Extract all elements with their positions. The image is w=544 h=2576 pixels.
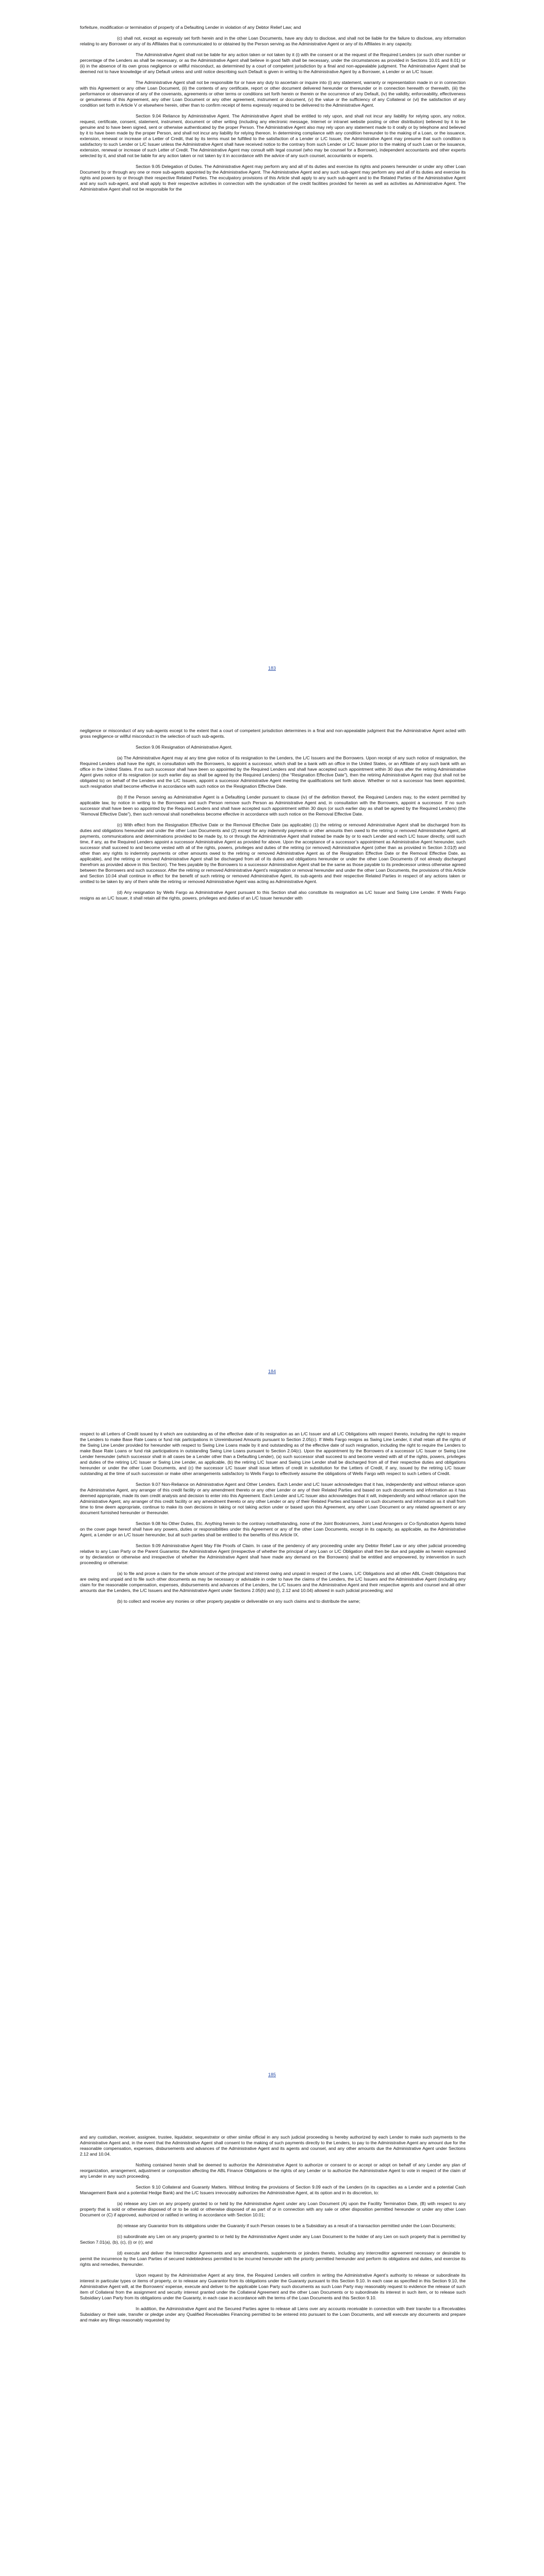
page-body bbox=[80, 25, 466, 197]
paragraph: Upon request by the Administrative Agent at any time, the Required Lenders will confirm in writing the Administrative Agent’s authority to release or subordinate its interest in particular types or items of property, or to release any Guarantor from its obligations under the Guaranty pursuant to this Section 9.10. In each case as specified in this Section 9.10, the Administrative Agent will, at the Borrowers’ expense, execute and deliver to the applicable Loan Party such documents as such Loan Party may reasonably request to evidence the release of such item of Collateral from the assignment and security interest granted under the Collateral Agreement and the other Loan Documents or to subordinate its interest in such item, or to release such Subsidiary Loan Party from its obligations under the Guaranty, in each case in accordance with the terms of the Loan Documents and this Section 9.10. bbox=[80, 2273, 466, 2300]
paragraph: Nothing contained herein shall be deemed to authorize the Administrative Agent to authorize or consent to or accept or adopt on behalf of any Lender any plan of reorganization, arrangement, adjustment or composition affecting the ABL Finance Obligations or the rights of any Lender or to authorize the Administrative Agent to vote in respect of the claim of any Lender in any such proceeding. bbox=[80, 2162, 466, 2179]
paragraph: The Administrative Agent shall not be liable for any action taken or not taken by it (i) with the consent or at the request of the Required Lenders (or such other number or percentage of the Lenders as shall be necessary, or as the Administrative Agent shall believe in good faith shall be necessary, under the circumstances as provided in Sections 10.01 and 8.01) or (ii) in the absence of its own gross negligence or willful misconduct, as determined by a court of competent jurisdiction by a final and non-appealable judgment. The Administrative Agent shall be deemed not to have knowledge of any Default unless and until notice describing such Default is given in writing to the Administrative Agent by a Borrower, a Lender or an L/C Issuer. bbox=[80, 52, 466, 74]
paragraph: (d) Any resignation by Wells Fargo as Administrative Agent pursuant to this Section shall also constitute its resignation as L/C Issuer and Swing Line Lender. If Wells Fargo resigns as an L/C Issuer, it shall retain all the rights, powers, privileges and duties of an L/C Issuer hereunder with bbox=[80, 890, 466, 901]
page-number[interactable]: 185 bbox=[268, 2072, 276, 2077]
section-heading: Section 9.06 Resignation of Administrative Agent. bbox=[136, 744, 233, 750]
page-body bbox=[80, 1431, 466, 1609]
page-number[interactable]: 183 bbox=[268, 666, 276, 671]
page-body bbox=[80, 728, 466, 906]
section-paragraph: Section 9.04 Reliance by Administrative Agent. The Administrative Agent shall be entitled to rely upon, and shall not incur any liability for relying upon, any notice, request, certificate, consent, statement, instrument, document or other writing (including any electronic message, Internet or intranet website posting or other distribution) believed by it to be genuine and to have been signed, sent or otherwise authenticated by the proper Person. The Administrative Agent also may rely upon any statement made to it orally or by telephone and believed by it to have been made by the proper Person, and shall not incur any liability for relying thereon. In determining compliance with any condition hereunder to the making of a Loan, or the issuance, extension, renewal or increase of a Letter of Credit, that by its terms must be fulfilled to the satisfaction of a Lender or L/C Issuer, the Administrative Agent may presume that such condition is satisfactory to such Lender or L/C Issuer unless the Administrative Agent shall have received notice to the contrary from such Lender or L/C Issuer prior to the making of such Loan or the issuance, extension, renewal or increase of such Letter of Credit. The Administrative Agent may consult with legal counsel (who may be counsel for a Borrower), independent accountants and other experts selected by it, and shall not be liable for any action taken or not taken by it in accordance with the advice of any such counsel, accountants or experts. bbox=[80, 113, 466, 158]
paragraph: In addition, the Administrative Agent and the Secured Parties agree to release all Liens over any accounts receivable in connection with their transfer to a Receivables Subsidiary or their sale, transfer or pledge under any Qualified Receivables Financing permitted to be entered into pursuant to the Loan Documents, and will execute any documents and prepare and make any filings reasonably requested by bbox=[80, 2306, 466, 2323]
paragraph: (a) to file and prove a claim for the whole amount of the principal and interest owing and unpaid in respect of the Loans, L/C Obligations and all other ABL Credit Obligations that are owing and unpaid and to file such other documents as may be necessary or advisable in order to have the claims of the Lenders, the L/C Issuers and the Administrative Agent (including any claim for the reasonable compensation, expenses, disbursements and advances of the Lenders, the L/C Issuers and the Administrative Agent and their respective agents and counsel and all other amounts due the Lenders, the L/C Issuers and the Administrative Agent under Sections 2.05(h) and (i), 2.12 and 10.04) allowed in such judicial proceeding; and bbox=[80, 1571, 466, 1593]
document-page bbox=[0, 2110, 544, 2576]
paragraph: (b) to collect and receive any monies or other property payable or deliverable on any such claims and to distribute the same; bbox=[117, 1599, 360, 1604]
paragraph: (a) release any Lien on any property granted to or held by the Administrative Agent under any Loan Document (A) upon the Facility Termination Date, (B) with respect to any property that is sold or otherwise disposed of or to be sold or otherwise disposed of as part of or in connection with any sale or other disposition permitted hereunder or under any other Loan Document or (C) if approved, authorized or ratified in writing in accordance with Section 10.01; bbox=[80, 2201, 466, 2217]
paragraph: negligence or misconduct of any sub-agents except to the extent that a court of competent jurisdiction determines in a final and non-appealable judgment that the Administrative Agent acted with gross negligence or willful misconduct in the selection of such sub-agents. bbox=[80, 728, 466, 739]
document-page bbox=[0, 703, 544, 1406]
paragraph: The Administrative Agent shall not be responsible for or have any duty to ascertain or inquire into (i) any statement, warranty or representation made in or in connection with this Agreement or any other Loan Document, (ii) the contents of any certificate, report or other document delivered hereunder or thereunder or in connection herewith or therewith, (iii) the performance or observance of any of the covenants, agreements or other terms or conditions set forth herein or therein or the occurrence of any Default, (iv) the validity, enforceability, effectiveness or genuineness of this Agreement, any other Loan Document or any other agreement, instrument or document, (v) the value or the sufficiency of any Collateral or (vi) the satisfaction of any condition set forth in Article V or elsewhere herein, other than to confirm receipt of items expressly required to be delivered to the Administrative Agent. bbox=[80, 80, 466, 108]
page-number[interactable]: 184 bbox=[268, 1369, 276, 1374]
section-paragraph: Section 9.05 Delegation of Duties. The Administrative Agent may perform any and all of its duties and exercise its rights and powers hereunder or under any other Loan Document by or through any one or more sub-agents appointed by the Administrative Agent. The Administrative Agent and any such sub-agent may perform any and all of its duties and exercise its rights and powers by or through their respective Related Parties. The exculpatory provisions of this Article shall apply to any such sub-agent and to the Related Parties of the Administrative Agent and any such sub-agent, and shall apply to their respective activities in connection with the syndication of the credit facilities provided for herein as well as activities as Administrative Agent. The Administrative Agent shall not be responsible for the bbox=[80, 164, 466, 192]
section-paragraph: Section 9.07 Non-Reliance on Administrative Agent and Other Lenders. Each Lender and L/C Issuer acknowledges that it has, independently and without reliance upon the Administrative Agent, any arranger of this credit facility or any amendment thereto or any other Lender or any of their Related Parties and based on such documents and information as it has deemed appropriate, made its own credit analysis and decision to enter into this Agreement. Each Lender and L/C Issuer also acknowledges that it will, independently and without reliance upon the Administrative Agent, any arranger of this credit facility or any amendment thereto or any other Lender or any of their Related Parties and based on such documents and information as it shall from time to time deem appropriate, continue to make its own decisions in taking or not taking action under or based upon this Agreement, any other Loan Document or any related agreement or any document furnished hereunder or thereunder. bbox=[80, 1482, 466, 1515]
paragraph: (d) execute and deliver the Intercreditor Agreements and any amendments, supplements or joinders thereto, including any intercreditor agreement necessary or desirable to permit the incurrence by the Loan Parties of secured indebtedness permitted to be incurred hereunder with the priority permitted hereunder and perform its obligations and duties, and exercise its rights and remedies, thereunder. bbox=[80, 2250, 466, 2267]
paragraph: (b) If the Person serving as Administrative Agent is a Defaulting Lender pursuant to clause (iv) of the definition thereof, the Required Lenders may, to the extent permitted by applicable law, by notice in writing to the Borrowers and such Person remove such Person as Administrative Agent and, in consultation with the Borrowers, appoint a successor. If no such successor shall have been so appointed by the Required Lenders and shall have accepted such appointment within 30 days (or such earlier day as shall be agreed by the Required Lenders) (the “Removal Effective Date”), then such removal shall nonetheless become effective in accordance with such notice on the Removal Effective Date. bbox=[80, 794, 466, 817]
paragraph: forfeiture, modification or termination of property of a Defaulting Lender in violation of any Debtor Relief Law; and bbox=[80, 25, 301, 30]
paragraph: (c) subordinate any Lien on any property granted to or held by the Administrative Agent under any Loan Document to the holder of any Lien on such property that is permitted by Section 7.01(a), (b), (c), (i) or (r); and bbox=[80, 2234, 466, 2245]
page-body bbox=[80, 2134, 466, 2328]
section-paragraph: Section 9.09 Administrative Agent May File Proofs of Claim. In case of the pendency of any proceeding under any Debtor Relief Law or any other judicial proceeding relative to any Loan Party or the Parent Guarantor, the Administrative Agent (irrespective of whether the principal of any Loan or L/C Obligation shall then be due and payable as herein expressed or by declaration or otherwise and irrespective of whether the Administrative Agent shall have made any demand on the Borrowers) shall be entitled and empowered, by intervention in such proceeding or otherwise: bbox=[80, 1543, 466, 1565]
paragraph: and any custodian, receiver, assignee, trustee, liquidator, sequestrator or other similar official in any such judicial proceeding is hereby authorized by each Lender to make such payments to the Administrative Agent and, in the event that the Administrative Agent shall consent to the making of such payments directly to the Lenders, to pay to the Administrative Agent any amount due for the reasonable compensation, expenses, disbursements and advances of the Administrative Agent and its agents and counsel, and any other amounts due the Administrative Agent under Sections 2.12 and 10.04. bbox=[80, 2134, 466, 2157]
paragraph: (c) shall not, except as expressly set forth herein and in the other Loan Documents, have any duty to disclose, and shall not be liable for the failure to disclose, any information relating to any Borrower or any of its Affiliates that is communicated to or obtained by the Person serving as the Administrative Agent or any of its Affiliates in any capacity. bbox=[80, 36, 466, 46]
section-paragraph: Section 9.08 No Other Duties, Etc. Anything herein to the contrary notwithstanding, none of the Joint Bookrunners, Joint Lead Arrangers or Co-Syndication Agents listed on the cover page hereof shall have any powers, duties or responsibilities under this Agreement or any of the other Loan Documents, except in its capacity, as applicable, as the Administrative Agent, a Lender or an L/C Issuer hereunder, but all such parties shall be entitled to the benefits of this Article IX. bbox=[80, 1521, 466, 1537]
document-page bbox=[0, 1406, 544, 2110]
paragraph: (c) With effect from the Resignation Effective Date or the Removal Effective Date (as applicable) (1) the retiring or removed Administrative Agent shall be discharged from its duties and obligations hereunder and under the other Loan Documents and (2) except for any indemnity payments or other amounts then owed to the retiring or removed Administrative Agent, all payments, communications and determinations provided to be made by, to or through the Administrative Agent shall instead be made by or to each Lender and each L/C Issuer directly, until such time, if any, as the Required Lenders appoint a successor Administrative Agent as provided for above. Upon the acceptance of a successor’s appointment as Administrative Agent hereunder, such successor shall succeed to and become vested with all of the rights, powers, privileges and duties of the retiring (or removed) Administrative Agent (other than as provided in Section 3.01(f) and other than any rights to indemnity payments or other amounts owed to the retiring or removed Administrative Agent as of the Resignation Effective Date or the Removal Effective Date, as applicable), and the retiring or removed Administrative Agent shall be discharged from all of its duties and obligations hereunder or under the other Loan Documents (if not already discharged therefrom as provided above in this Section). The fees payable by the Borrowers to a successor Administrative Agent shall be the same as those payable to its predecessor unless otherwise agreed between the Borrowers and such successor. After the retiring or removed Administrative Agent’s resignation or removal hereunder and under the other Loan Documents, the provisions of this Article and Section 10.04 shall continue in effect for the benefit of such retiring or removed Administrative Agent, its sub-agents and their respective Related Parties in respect of any actions taken or omitted to be taken by any of them while the retiring or removed Administrative Agent was acting as Administrative Agent. bbox=[80, 822, 466, 884]
section-paragraph: Section 9.10 Collateral and Guaranty Matters. Without limiting the provisions of Section 9.09 each of the Lenders (in its capacities as a Lender and a potential Cash Management Bank and a potential Hedge Bank) and the L/C Issuers irrevocably authorizes the Administrative Agent, at its option and in its discretion, to: bbox=[80, 2184, 466, 2195]
paragraph: respect to all Letters of Credit issued by it which are outstanding as of the effective date of its resignation as an L/C Issuer and all L/C Obligations with respect thereto, including the right to require the Lenders to make Base Rate Loans or fund risk participations in Unreimbursed Amounts pursuant to Section 2.05(c). If Wells Fargo resigns as Swing Line Lender, it shall retain all the rights of the Swing Line Lender provided for hereunder with respect to Swing Line Loans made by it and outstanding as of the effective date of such resignation, including the right to require the Lenders to make Base Rate Loans or fund risk participations in outstanding Swing Line Loans pursuant to Section 2.04(c). Upon the appointment by the Borrowers of a successor L/C Issuer or Swing Line Lender hereunder (which successor shall in all cases be a Lender other than a Defaulting Lender), (a) such successor shall succeed to and become vested with all of the rights, powers, privileges and duties of the retiring L/C Issuer or Swing Line Lender, as applicable, (b) the retiring L/C Issuer and Swing Line Lender shall be discharged from all of their respective duties and obligations hereunder or under the other Loan Documents, and (c) the successor L/C Issuer shall issue letters of credit in substitution for the Letters of Credit, if any, issued by the retiring L/C Issuer outstanding at the time of such succession or make other arrangements satisfactory to Wells Fargo to effectively assume the obligations of Wells Fargo with respect to such Letters of Credit. bbox=[80, 1431, 466, 1476]
document-page bbox=[0, 0, 544, 703]
paragraph: (a) The Administrative Agent may at any time give notice of its resignation to the Lenders, the L/C Issuers and the Borrowers. Upon receipt of any such notice of resignation, the Required Lenders shall have the right, in consultation with the Borrowers, to appoint a successor, which shall be a bank with an office in the United States, or an Affiliate of any such bank with an office in the United States. If no such successor shall have been so appointed by the Required Lenders and shall have accepted such appointment within 30 days after the retiring Administrative Agent gives notice of its resignation (or such earlier day as shall be agreed by the Required Lenders) (the “Resignation Effective Date”), then the retiring Administrative Agent may (but shall not be obligated to) on behalf of the Lenders and the L/C Issuers, appoint a successor Administrative Agent meeting the qualifications set forth above. Whether or not a successor has been appointed, such resignation shall become effective in accordance with such notice on the Resignation Effective Date. bbox=[80, 755, 466, 789]
paragraph: (b) release any Guarantor from its obligations under the Guaranty if such Person ceases to be a Subsidiary as a result of a transaction permitted under the Loan Documents; bbox=[117, 2223, 456, 2228]
